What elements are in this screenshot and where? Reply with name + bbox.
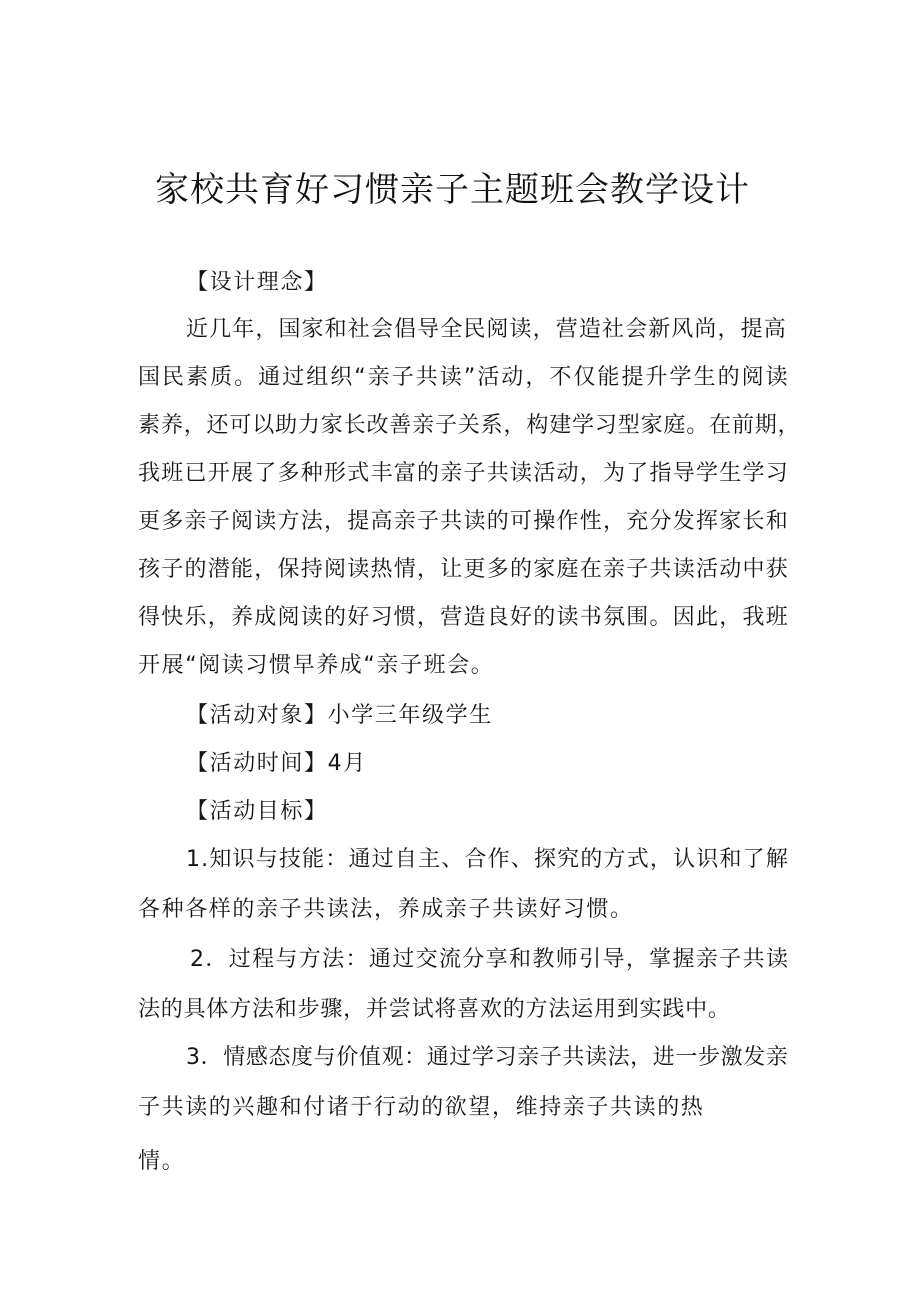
goal-line: 3 ． 情 感 态 度 与 价 值 观 ： 通 过 学 习 亲 子 共 读 法 ， 进 一 步 激 发 亲 [186,1045,788,1070]
paragraph-line: 孩 子 的 潜 能 ， 保 持 阅 读 热 情 ， 让 更 多 的 家 庭 在 亲 子 共 读 活 动 中 获 [138,557,788,582]
activity-target: 【活动对象】小学三年级学生 [186,703,493,728]
activity-time: 【活动时间】4月 [186,751,367,776]
document-title: 家校共育好习惯亲子主题班会教学设计 [155,170,750,210]
goal-line: 法 的 具 体 方 法 和 步 骤 ， 并 尝 试 将 喜 欢 的 方 法 运 用 到 实 践 中 。 [138,997,730,1022]
paragraph-line: 开展“阅读习惯早养成“亲子班会。 [138,653,495,678]
goal-line: 情。 [138,1149,186,1174]
paragraph-line: 近 几 年 ， 国 家 和 社 会 倡 导 全 民 阅 读 ， 营 造 社 会 新 风 尚 ， 提 高 [186,317,786,342]
goal-line: 2 ． 过 程 与 方 法 ： 通 过 交 流 分 享 和 教 师 引 导 ， 掌 握 亲 子 共 读 [190,947,788,972]
section-heading-goals: 【活动目标】 [186,799,328,824]
paragraph-line: 国 民 素 质 。 通 过 组 织 “ 亲 子 共 读 ” 活 动 ， 不 仅 能 提 升 学 生 的 阅 读 [138,365,788,390]
paragraph-line: 我 班 已 开 展 了 多 种 形 式 丰 富 的 亲 子 共 读 活 动 ， 为 了 指 导 学 生 学 习 [138,461,788,486]
goal-line: 子共读的兴趣和付诸于行动的欲望，维持亲子共读的热 [138,1095,705,1120]
paragraph-line: 更 多 亲 子 阅 读 方 法 ， 提 高 亲 子 共 读 的 可 操 作 性 ， 充 分 发 挥 家 长 和 [138,509,788,534]
goal-line: 各种各样的亲子共读法，养成亲子共读好习惯。 [138,897,634,922]
section-heading-concept: 【设计理念】 [186,270,328,295]
paragraph-line: 得 快 乐 ， 养 成 阅 读 的 好 习 惯 ， 营 造 良 好 的 读 书 氛 围 。 因 此 ， 我 班 [138,605,788,630]
goal-line: 1 . 知 识 与 技 能 ： 通 过 自 主 、 合 作 、 探 究 的 方 式 ， 认 识 和 了 解 [186,847,788,872]
paragraph-line: 素 养 ， 还 可 以 助 力 家 长 改 善 亲 子 关 系 ， 构 建 学 习 型 家 庭 。 在 前 期 ， [138,413,800,438]
